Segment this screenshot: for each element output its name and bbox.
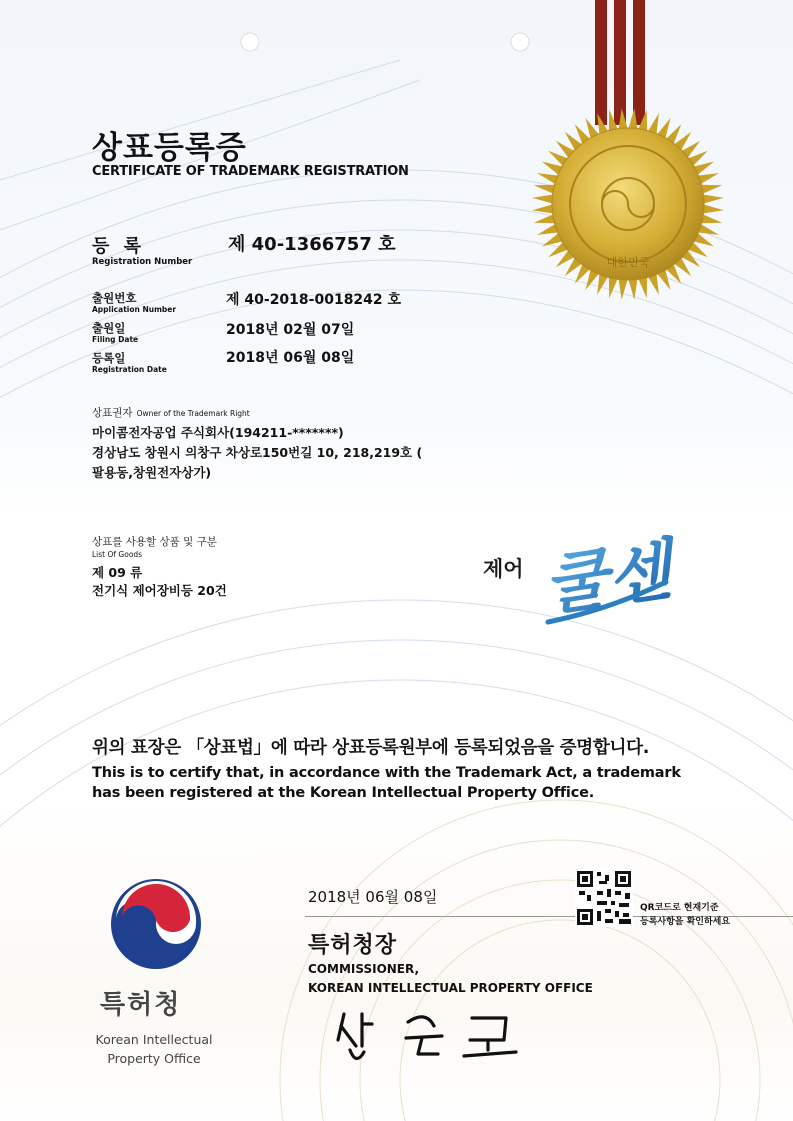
filing-date-label-ko: 출원일 bbox=[92, 321, 126, 335]
registration-date-value: 2018년 06월 08일 bbox=[226, 350, 355, 366]
application-number-label-en: Application Number bbox=[92, 305, 177, 314]
registration-label-en: Registration Number bbox=[92, 257, 193, 267]
kipo-name-en-1: Korean Intellectual bbox=[95, 1032, 213, 1047]
commissioner-title-ko: 특허청장 bbox=[308, 933, 398, 958]
owner-label bbox=[92, 405, 250, 420]
issue-date: 2018년 06월 08일 bbox=[308, 888, 438, 906]
gold-seal bbox=[530, 106, 726, 302]
title-korean: 상표등록증 bbox=[92, 130, 247, 166]
title-english: CERTIFICATE OF TRADEMARK REGISTRATION bbox=[92, 164, 409, 179]
filing-date-value: 2018년 02월 07일 bbox=[226, 322, 355, 338]
kipo-name-ko: 특허청 bbox=[100, 990, 182, 1020]
application-number-value: 제 40-2018-0018242 호 bbox=[226, 292, 402, 308]
goods-label-ko: 상표를 사용할 상품 및 구분 bbox=[92, 536, 217, 548]
filing-date-label-en: Filing Date bbox=[92, 335, 139, 344]
trademark-logo bbox=[538, 510, 678, 630]
owner-label-ko: 상표권자 bbox=[92, 407, 133, 419]
owner-label-en: Owner of the Trademark Right bbox=[136, 409, 250, 418]
registration-number: 제 40-1366757 호 bbox=[228, 234, 396, 255]
goods-item: 전기식 제어장비등 20건 bbox=[92, 583, 227, 598]
owner-address-line-2: 팔용동,창원전자상가) bbox=[92, 465, 212, 480]
signature bbox=[330, 1000, 530, 1070]
commissioner-title-en-2: KOREAN INTELLECTUAL PROPERTY OFFICE bbox=[308, 981, 593, 995]
goods-label-en: List Of Goods bbox=[92, 550, 143, 559]
trademark-brand: 쿨센 bbox=[539, 531, 677, 626]
qr-note-line-2: 등록사항을 확인하세요 bbox=[640, 917, 731, 927]
goods-class: 제 09 류 bbox=[92, 565, 143, 580]
application-number-label-ko: 출원번호 bbox=[92, 291, 137, 305]
kipo-name-en-2: Property Office bbox=[107, 1051, 201, 1066]
commissioner-title-en-1: COMMISSIONER, bbox=[308, 962, 420, 976]
registration-date-label-en: Registration Date bbox=[92, 365, 167, 374]
certification-text-en-1: This is to certify that, in accordance with the Trademark Act, a trademark bbox=[92, 765, 681, 781]
qr-code[interactable] bbox=[575, 869, 633, 927]
certification-text-ko: 위의 표장은 「상표법」에 따라 상표등록원부에 등록되었음을 증명합니다. bbox=[92, 738, 650, 758]
registration-label-ko: 등 록 bbox=[92, 236, 146, 257]
kipo-logo-icon bbox=[110, 878, 202, 970]
trademark-prefix: 제어 bbox=[483, 557, 524, 581]
owner-address-line-1: 경상남도 창원시 의창구 차상로150번길 10, 218,219호 ( bbox=[92, 445, 423, 460]
qr-note-line-1: QR코드로 현재기준 bbox=[640, 903, 719, 913]
owner-name: 마이콤전자공업 주식회사(194211-*******) bbox=[92, 425, 344, 440]
seal-text: 대한민국 bbox=[606, 256, 650, 269]
certification-text-en-2: has been registered at the Korean Intellectual Property Office. bbox=[92, 785, 595, 801]
registration-date-label-ko: 등록일 bbox=[92, 351, 126, 365]
